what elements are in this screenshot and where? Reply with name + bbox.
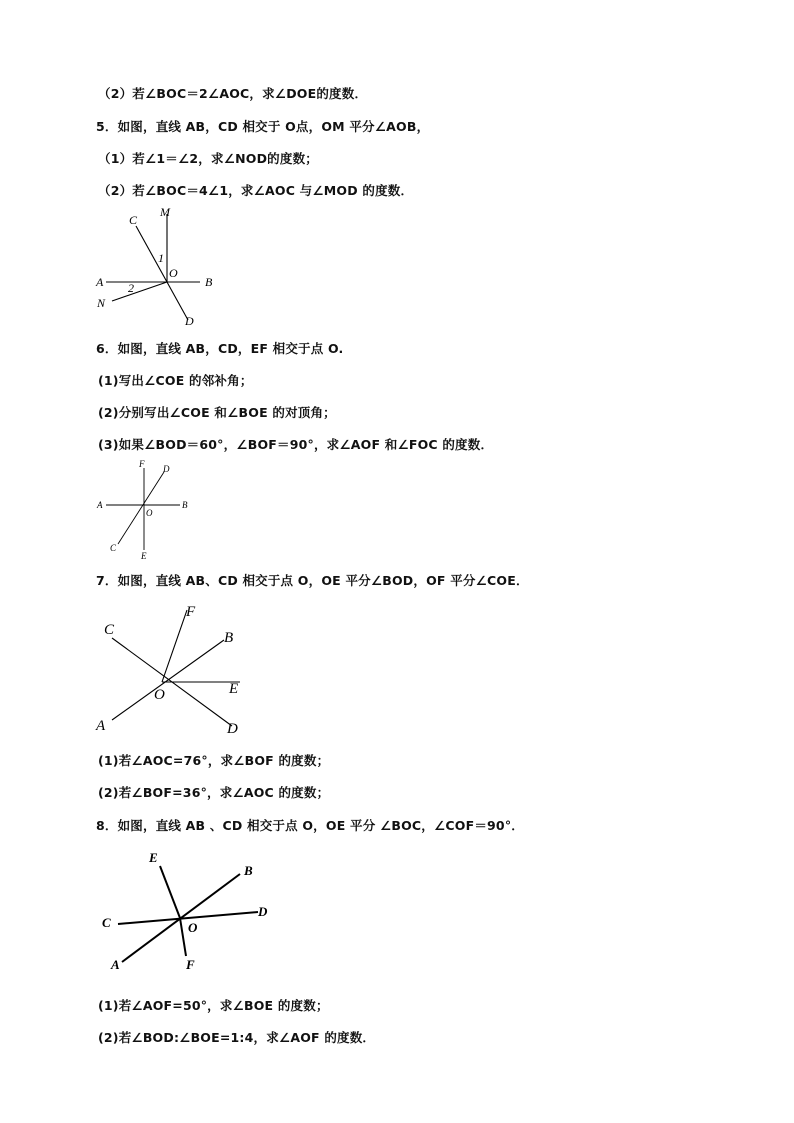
- q6-stem: 6．如图，直线 AB，CD，EF 相交于点 O.: [96, 341, 344, 356]
- q8-part2: (2)若∠BOD:∠BOE=1:4，求∠AOF 的度数．: [98, 1030, 376, 1045]
- label-A: A: [111, 957, 120, 972]
- label-O: O: [146, 508, 153, 518]
- label-N: N: [97, 296, 106, 310]
- label-F: F: [186, 604, 196, 620]
- q8-stem: 8．如图，直线 AB 、CD 相交于点 O，OE 平分 ∠BOC，∠COF＝90°．: [96, 818, 524, 833]
- figure-q8: [98, 848, 278, 978]
- label-O: O: [154, 687, 165, 703]
- label-C: C: [104, 622, 115, 638]
- label-B: B: [182, 500, 188, 510]
- label-A: A: [96, 718, 106, 734]
- label-B: B: [244, 863, 253, 878]
- label-E: E: [229, 681, 239, 697]
- label-F: F: [139, 459, 145, 469]
- q6-part1: (1)写出∠COE 的邻补角；: [98, 373, 253, 388]
- q4-part2: （2）若∠BOC＝2∠AOC，求∠DOE的度数．: [98, 86, 368, 101]
- label-2: 2: [128, 281, 134, 295]
- label-B: B: [224, 630, 234, 646]
- label-1: 1: [158, 251, 164, 265]
- q5-stem: 5．如图，直线 AB，CD 相交于 O点，OM 平分∠AOB，: [96, 119, 430, 134]
- label-C: C: [102, 915, 111, 930]
- q8-part1: (1)若∠AOF=50°，求∠BOE 的度数；: [98, 998, 329, 1013]
- q7-part1: (1)若∠AOC=76°，求∠BOF 的度数；: [98, 753, 330, 768]
- figure-q7: [92, 600, 252, 740]
- label-M: M: [160, 205, 170, 219]
- label-F: F: [186, 957, 195, 972]
- label-C: C: [110, 543, 117, 553]
- label-A: A: [97, 500, 103, 510]
- label-E: E: [141, 551, 147, 561]
- q5-part1: （1）若∠1＝∠2，求∠NOD的度数；: [98, 151, 318, 166]
- q7-stem: 7．如图，直线 AB、CD 相交于点 O，OE 平分∠BOD，OF 平分∠COE．: [96, 573, 529, 588]
- q6-part3: (3)如果∠BOD＝60°，∠BOF＝90°，求∠AOF 和∠FOC 的度数．: [98, 437, 494, 452]
- label-O: O: [188, 920, 198, 935]
- label-D: D: [185, 314, 194, 328]
- q5-part2: （2）若∠BOC＝4∠1，求∠AOC 与∠MOD 的度数．: [98, 183, 414, 198]
- label-C: C: [129, 213, 138, 227]
- label-B: B: [205, 275, 213, 289]
- q6-part2: (2)分别写出∠COE 和∠BOE 的对顶角；: [98, 405, 336, 420]
- label-D: D: [258, 904, 268, 919]
- figure-q6: [94, 458, 194, 563]
- label-D: D: [227, 721, 238, 737]
- label-D: D: [163, 464, 170, 474]
- label-E: E: [149, 850, 158, 865]
- label-A: A: [96, 275, 104, 289]
- figure-q5: [92, 204, 222, 329]
- label-O: O: [169, 266, 178, 280]
- q7-part2: (2)若∠BOF=36°，求∠AOC 的度数；: [98, 785, 330, 800]
